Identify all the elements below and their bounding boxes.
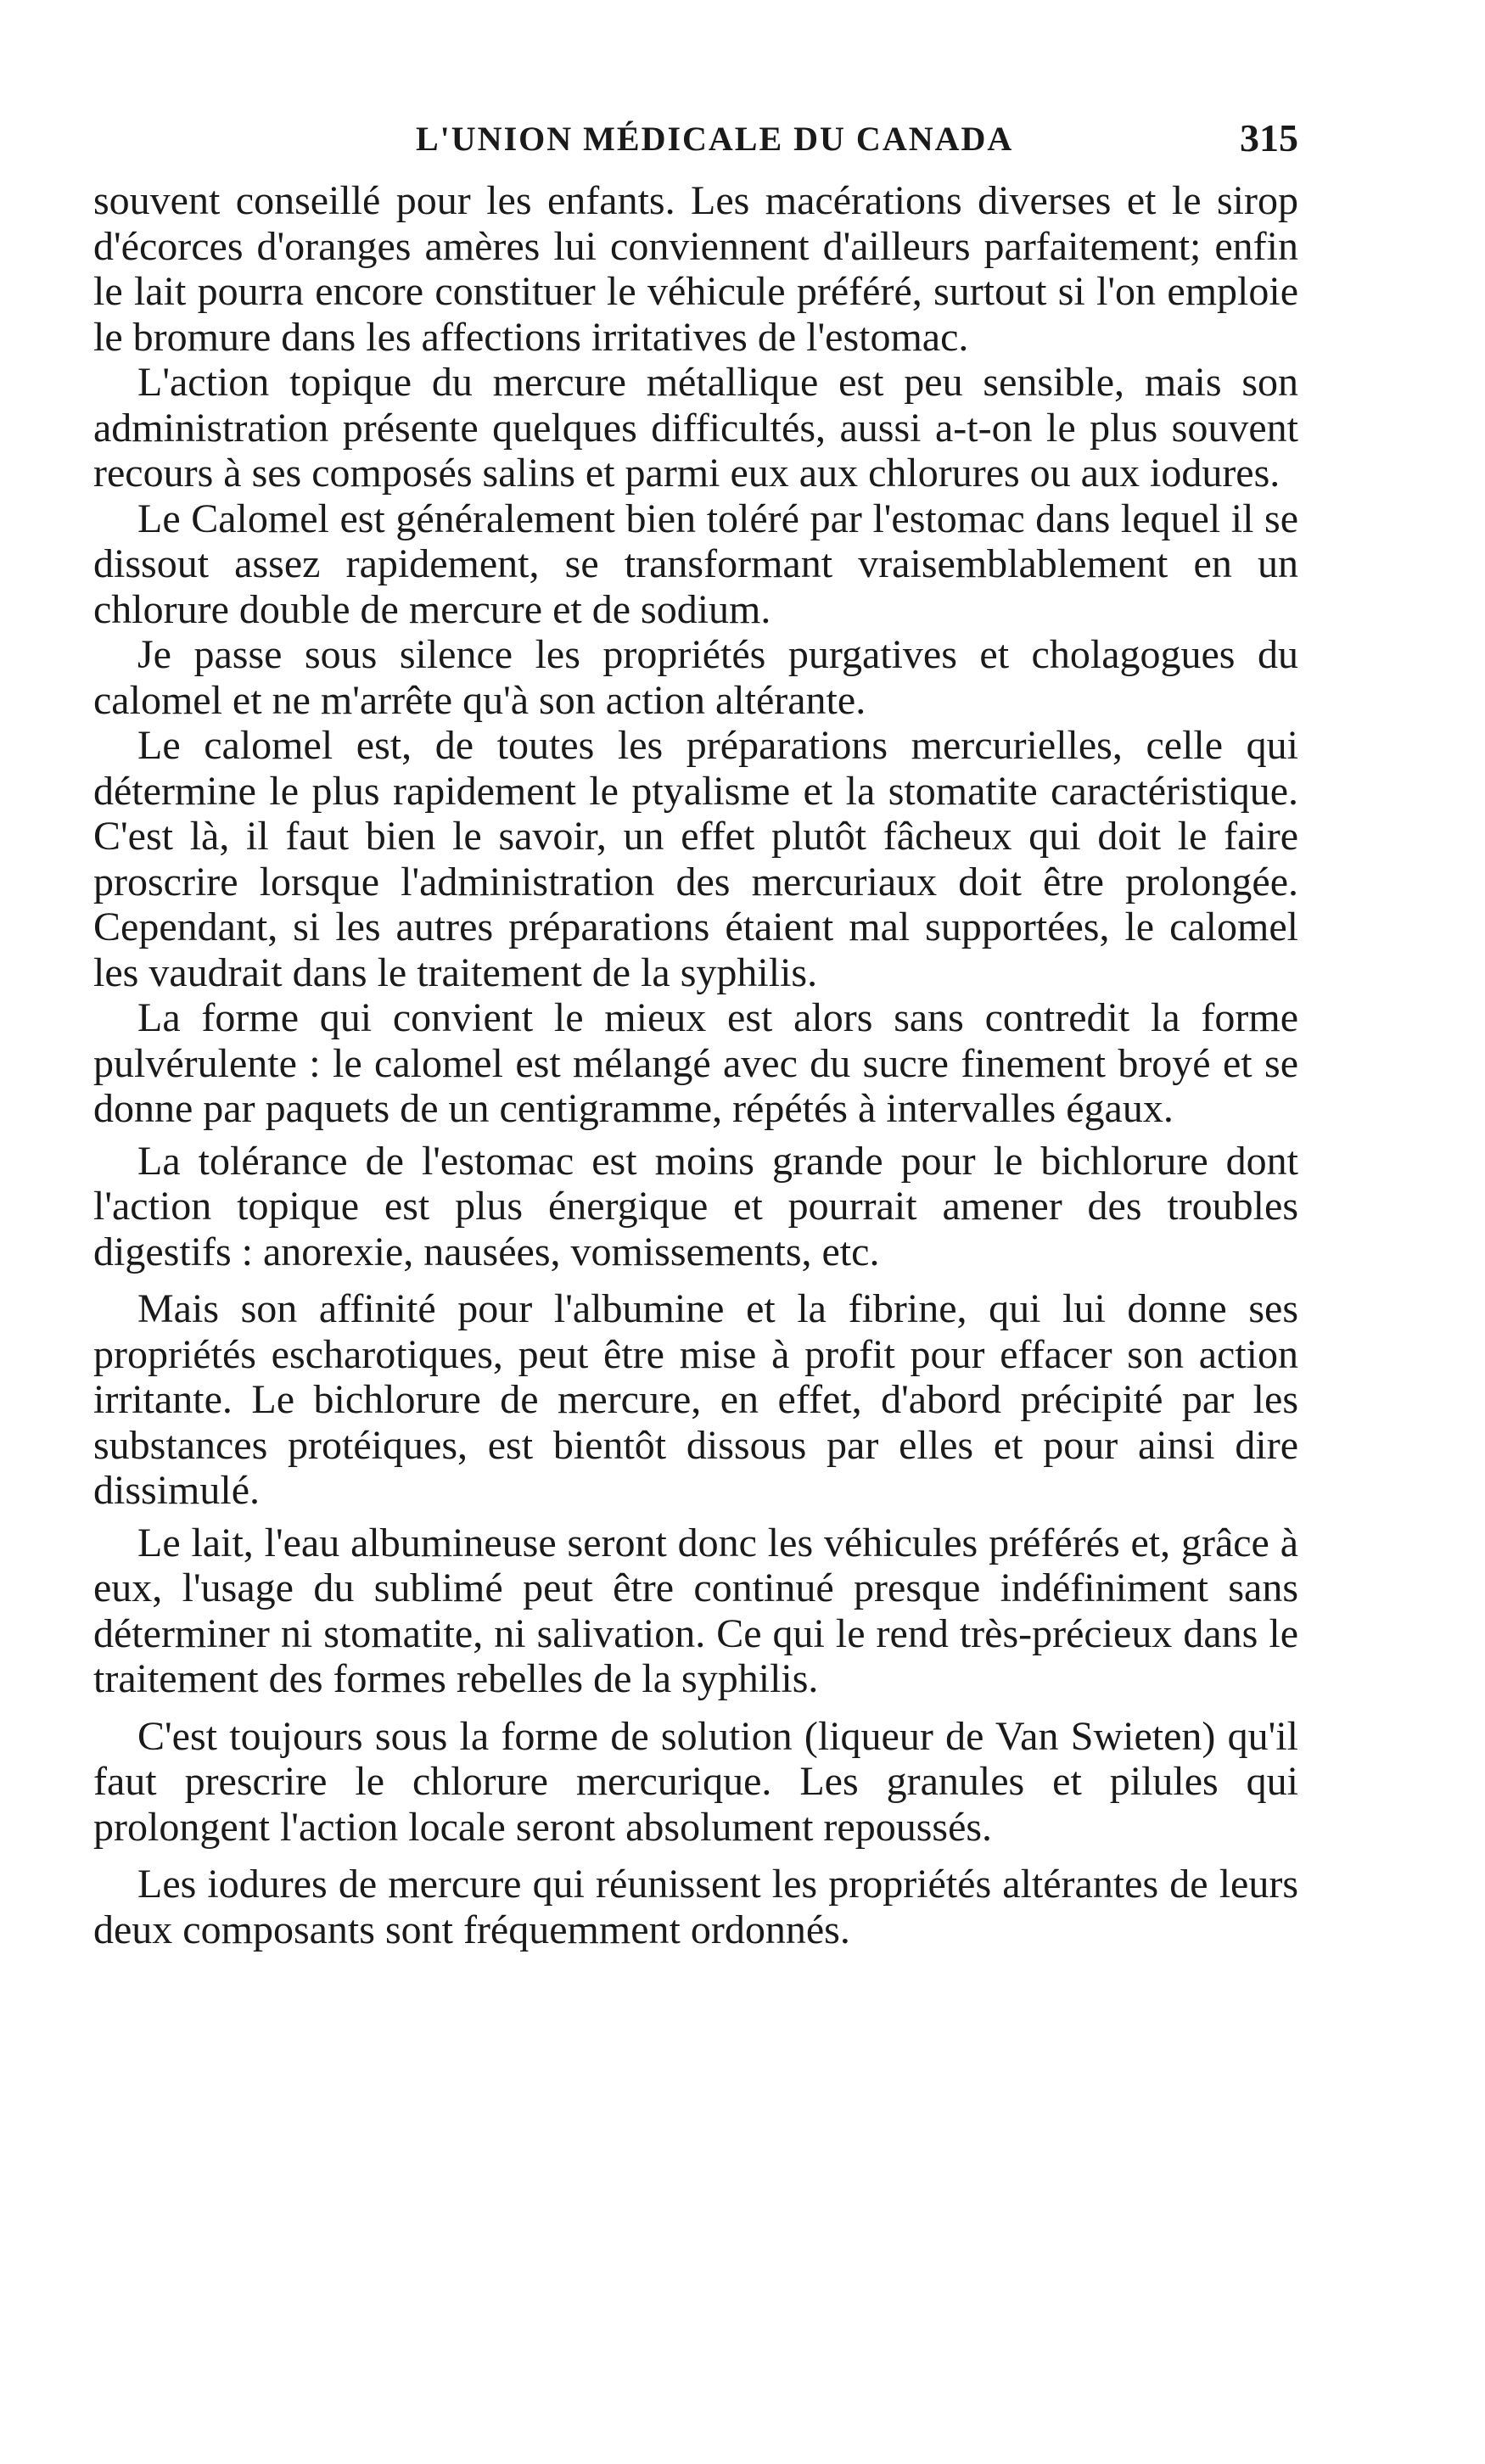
paragraph: La tolérance de l'estomac est moins grande pour le bichlorure dont l'action topique est plus énergique et pourrait amener des troubles digestifs : anorexie, nausées, vomissements, etc.	[93, 1138, 1298, 1274]
paragraph: Le Calomel est généralement bien toléré par l'estomac dans lequel il se dissout assez rapidement, se transformant vraisemblablement en un chlorure double de mercure et de sodium.	[93, 496, 1298, 632]
paragraph: Le calomel est, de toutes les préparations mercurielles, celle qui détermine le plus rapidement le ptyalisme et la stomatite caractéristique. C'est là, il faut bien le savoir, un effet plutôt fâcheux qui doit le faire proscrire lorsque l'administration des mercuriaux doit être prolongée. Cependant, si les autres préparations étaient mal supportées, le calomel les vaudrait dans le traitement de la syphilis.	[93, 723, 1298, 995]
page	[93, 102, 1298, 1952]
paragraph: Mais son affinité pour l'albumine et la fibrine, qui lui donne ses propriétés escharotiques, peut être mise à profit pour effacer son action irritante. Le bichlorure de mercure, en effet, d'abord précipité par les substances protéiques, est bientôt dissous par elles et pour ainsi dire dissimulé.	[93, 1286, 1298, 1513]
paragraph: Les iodures de mercure qui réunissent les propriétés altérantes de leurs deux composants sont fréquemment ordonnés.	[93, 1862, 1298, 1952]
running-title: L'UNION MÉDICALE DU CANADA	[416, 120, 1014, 158]
body-text	[93, 178, 1298, 1952]
paragraph: souvent conseillé pour les enfants. Les macérations diverses et le sirop d'écorces d'oranges amères lui conviennent d'ailleurs parfaitement; enfin le lait pourra encore constituer le véhicule préféré, surtout si l'on emploie le bromure dans les affections irritatives de l'estomac.	[93, 178, 1298, 360]
paragraph: Je passe sous silence les propriétés purgatives et cholagogues du calomel et ne m'arrête qu'à son action altérante.	[93, 632, 1298, 723]
paragraph: La forme qui convient le mieux est alors sans contredit la forme pulvérulente : le calomel est mélangé avec du sucre finement broyé et se donne par paquets de un centigramme, répétés à intervalles égaux.	[93, 995, 1298, 1131]
paragraph: C'est toujours sous la forme de solution (liqueur de Van Swieten) qu'il faut prescrire le chlorure mercurique. Les granules et pilules qui prolongent l'action locale seront absolument repoussés.	[93, 1713, 1298, 1850]
paragraph: Le lait, l'eau albumineuse seront donc les véhicules préférés et, grâce à eux, l'usage du sublimé peut être continué presque indéfiniment sans déterminer ni stomatite, ni salivation. Ce qui le rend très-précieux dans le traitement des formes rebelles de la syphilis.	[93, 1520, 1298, 1701]
paragraph: L'action topique du mercure métallique est peu sensible, mais son administration présente quelques difficultés, aussi a-t-on le plus souvent recours à ses composés salins et parmi eux aux chlorures ou aux iodures.	[93, 360, 1298, 496]
page-number: 315	[1240, 116, 1298, 160]
page-header	[93, 102, 1298, 170]
